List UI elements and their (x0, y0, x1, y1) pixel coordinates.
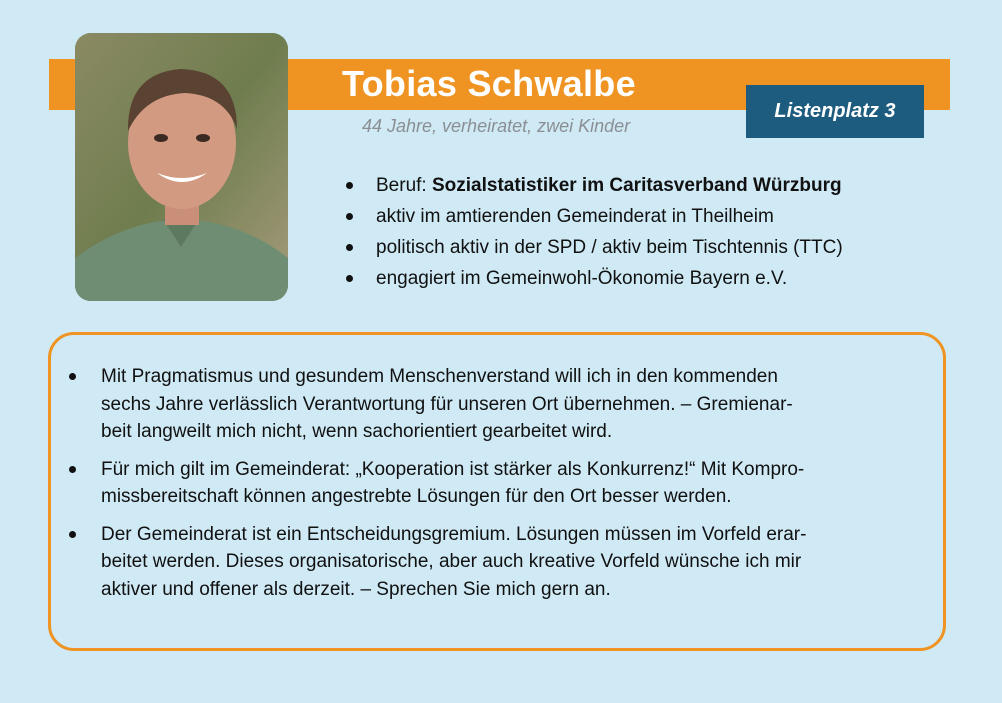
fact-item (342, 170, 843, 201)
statement-box (48, 332, 946, 651)
portrait-photo (75, 33, 288, 301)
statement-line: missbereitschaft können angestrebte Lösungen für den Ort besser werden. (101, 486, 732, 507)
statement-list (101, 363, 937, 613)
statement-item (101, 363, 937, 446)
candidate-name: Tobias Schwalbe (342, 63, 636, 104)
statement-line: sechs Jahre verlässlich Verantwortung für unseren Ort übernehmen. – Gremienar- (101, 393, 793, 415)
facts-list (342, 170, 843, 294)
fact-prefix: Beruf: (376, 175, 432, 196)
fact-item: politisch aktiv in der SPD / aktiv beim Tischtennis (TTC) (342, 232, 843, 263)
statement-line: Der Gemeinderat ist ein Entscheidungsgremium. Lösungen müssen im Vorfeld erar- (101, 523, 807, 545)
statement-line: beit langweilt mich nicht, wenn sachorientiert gearbeitet wird. (101, 421, 613, 442)
list-position-badge: Listenplatz 3 (746, 85, 924, 138)
statement-line: Für mich gilt im Gemeinderat: „Kooperation ist stärker als Konkurrenz!“ Mit Kompro- (101, 458, 805, 480)
statement-item (101, 456, 937, 511)
candidate-subtitle: 44 Jahre, verheiratet, zwei Kinder (362, 116, 631, 136)
fact-item: aktiv im amtierenden Gemeinderat in Theilheim (342, 201, 843, 232)
statement-item (101, 521, 937, 604)
fact-occupation: Sozialstatistiker im Caritasverband Würzburg (431, 175, 842, 196)
statement-line: Mit Pragmatismus und gesundem Menschenverstand will ich in den kommenden (101, 366, 778, 387)
statement-line: aktiver und offener als derzeit. – Sprechen Sie mich gern an. (101, 578, 611, 600)
fact-item: engagiert im Gemeinwohl-Ökonomie Bayern e.V. (342, 263, 843, 294)
statement-line: beitet werden. Dieses organisatorische, aber auch kreative Vorfeld wünsche ich mir (101, 551, 802, 572)
